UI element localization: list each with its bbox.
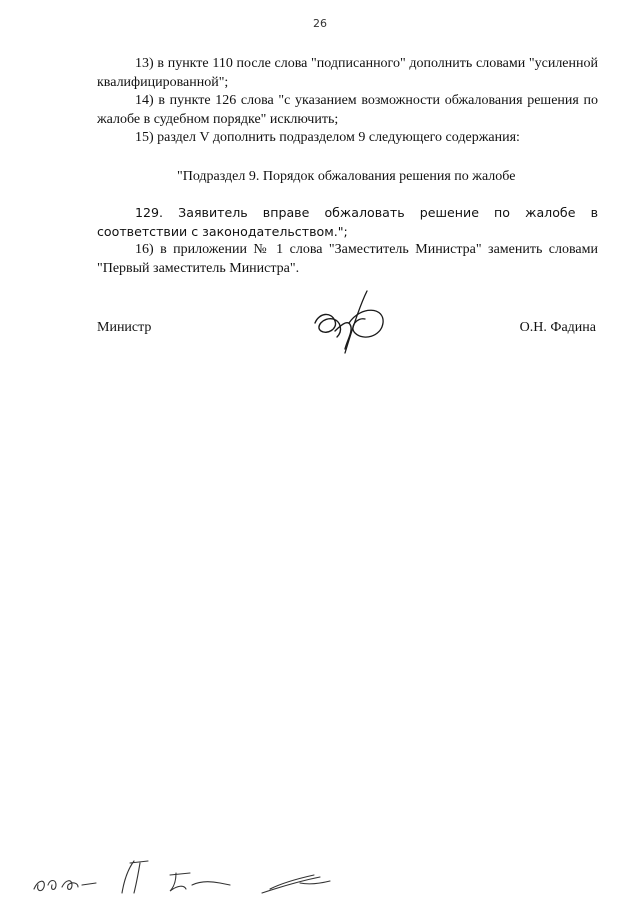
subsection-heading: "Подраздел 9. Порядок обжалования решения по жалобе <box>177 168 516 184</box>
page-number: 26 <box>313 17 327 30</box>
paragraph-14: 14) в пункте 126 слова "с указанием возможности обжалования решения по жалобе в судебном порядке" исключить; <box>97 93 598 127</box>
paragraph-13: 13) в пункте 110 после слова "подписанного" дополнить словами "усиленной квалифицированной"; <box>97 56 598 90</box>
signatory-title: Министр <box>97 320 152 335</box>
paragraph-16: 16) в приложении № 1 слова "Заместитель Министра" заменить словами "Первый заместитель Министра". <box>97 242 598 276</box>
document-body <box>97 55 598 278</box>
paragraph-15: 15) раздел V дополнить подразделом 9 следующего содержания: <box>135 130 520 145</box>
paragraph-129: 129. Заявитель вправе обжаловать решение по жалобе в соответствии с законодательством."; <box>97 205 598 239</box>
signatory-name: О.Н. Фадина <box>519 320 596 335</box>
handwritten-signature <box>305 283 395 363</box>
handwritten-initials <box>30 855 360 900</box>
